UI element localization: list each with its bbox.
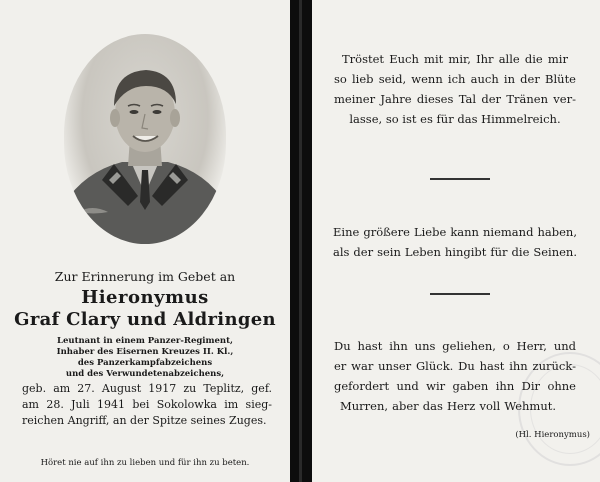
deceased-title-name: Graf Clary und Aldringen — [14, 309, 276, 330]
decoration-line: des Panzerkampfabzeichens — [77, 358, 213, 368]
biography-line: am 28. Juli 1941 bei Sokolowka im sieg- — [22, 398, 272, 411]
verse-line: lasse, so ist es für das Himmelreich. — [349, 112, 561, 126]
decoration-line: Inhaber des Eisernen Kreuzes II. Kl., — [56, 347, 234, 357]
rank-line: Leutnant in einem Panzer-Regiment, — [57, 336, 233, 346]
verse-line: Murren, aber das Herz voll Wehmut. — [340, 399, 556, 413]
remembrance-intro: Zur Erinnerung im Gebet an — [54, 269, 236, 284]
verse-attribution: (Hl. Hieronymus) — [515, 430, 590, 440]
decoration-line: und des Verwundetenabzeichens, — [65, 369, 225, 379]
portrait-photo — [64, 34, 226, 244]
prayer-request: Höret nie auf ihn zu lieben und für ihn zu beten. — [40, 458, 250, 468]
biography-line: geb. am 27. August 1917 zu Teplitz, gef. — [22, 382, 272, 395]
verse-line: so lieb seid, wenn ich auch in der Blüte — [334, 72, 576, 86]
verse-line: gefordert und wir gaben ihn Dir ohne — [334, 379, 576, 393]
verse-line: Du hast ihn uns geliehen, o Herr, und — [334, 339, 576, 353]
biography-line: reichen Angriff, an der Spitze seines Zuges. — [22, 414, 267, 427]
verse-line: er war unser Glück. Du hast ihn zurück- — [334, 359, 576, 373]
section-divider — [430, 293, 490, 295]
card-fold-divider — [290, 0, 312, 482]
verse-line: Eine größere Liebe kann niemand haben, — [333, 225, 577, 239]
verse-line: als der sein Leben hingibt für die Seinen. — [333, 245, 577, 259]
verse-line: meiner Jahre dieses Tal der Tränen ver- — [334, 92, 576, 106]
verse-line: Tröstet Euch mit mir, Ihr alle die mir — [342, 52, 568, 66]
deceased-first-name: Hieronymus — [81, 287, 209, 308]
section-divider — [430, 178, 490, 180]
